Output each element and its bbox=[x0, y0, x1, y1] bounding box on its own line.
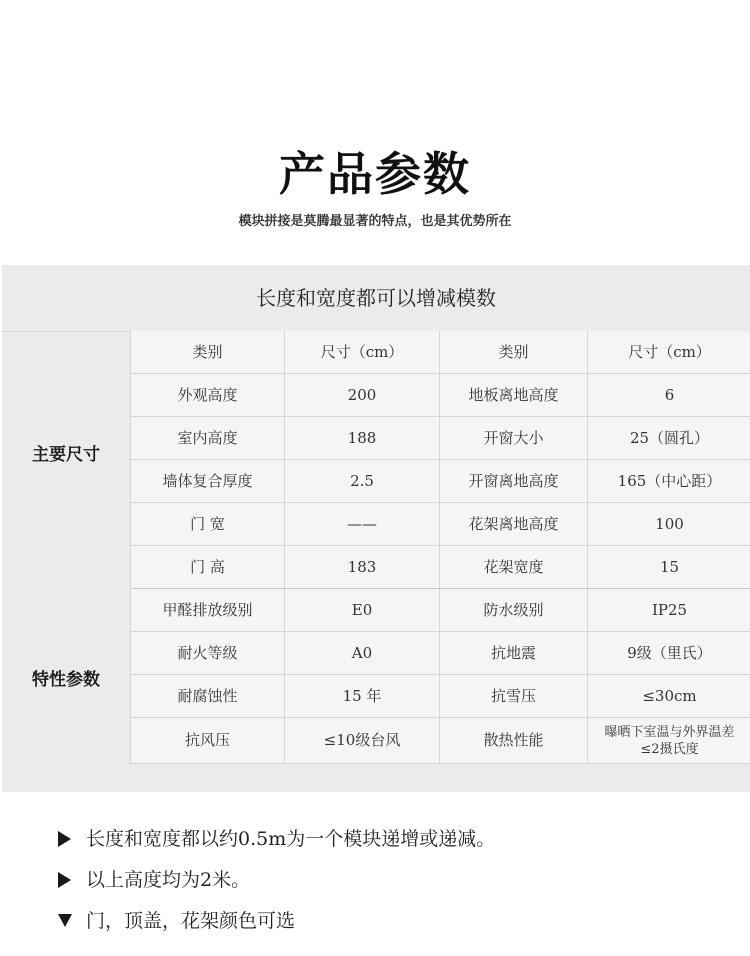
table-row bbox=[131, 460, 750, 503]
table-cell: 开窗大小 bbox=[440, 417, 588, 459]
table-cell: 甲醛排放级别 bbox=[131, 589, 285, 631]
table-cell: A0 bbox=[285, 632, 440, 674]
table-row bbox=[131, 546, 750, 589]
table-cell: 室内高度 bbox=[131, 417, 285, 459]
spec-table bbox=[2, 265, 750, 792]
page-subtitle: 模块拼接是莫腾最显著的特点，也是其优势所在 bbox=[238, 214, 512, 229]
table-cell: E0 bbox=[285, 589, 440, 631]
triangle-right-icon bbox=[58, 831, 71, 847]
table-row bbox=[131, 589, 750, 632]
column-header: 类别 bbox=[131, 331, 285, 373]
note-text: 长度和宽度都以约0.5m为一个模块递增或递减。 bbox=[86, 827, 496, 850]
table-cell: 门 高 bbox=[131, 546, 285, 588]
table-cell: 开窗离地高度 bbox=[440, 460, 588, 502]
column-header: 尺寸（cm） bbox=[628, 342, 711, 361]
table-column-headers bbox=[131, 331, 750, 374]
table-cell: 6 bbox=[664, 385, 675, 404]
table-cell: 散热性能 bbox=[440, 718, 588, 763]
table-cell: 200 bbox=[285, 374, 440, 416]
table-cell: ≤30cm bbox=[642, 686, 697, 705]
table-cell: 15 bbox=[659, 557, 680, 576]
table-cell: 耐腐蚀性 bbox=[131, 675, 285, 717]
table-header: 长度和宽度都可以增减模数 bbox=[2, 265, 750, 332]
notes-list bbox=[58, 818, 495, 941]
table-row bbox=[131, 718, 750, 764]
table-cell: 抗地震 bbox=[440, 632, 588, 674]
column-header: 尺寸（cm） bbox=[285, 331, 440, 373]
note-text: 门，顶盖，花架颜色可选 bbox=[86, 909, 296, 932]
table-cell: 25（圆孔） bbox=[629, 428, 710, 447]
table-row bbox=[131, 374, 750, 417]
spec-grid bbox=[130, 331, 750, 764]
triangle-down-icon bbox=[58, 914, 72, 927]
table-cell: 188 bbox=[285, 417, 440, 459]
triangle-right-icon bbox=[58, 872, 71, 888]
table-row bbox=[131, 503, 750, 546]
table-row bbox=[131, 417, 750, 460]
column-header: 类别 bbox=[440, 331, 588, 373]
list-item bbox=[58, 900, 495, 941]
table-cell: 墙体复合厚度 bbox=[131, 460, 285, 502]
table-cell: 183 bbox=[285, 546, 440, 588]
page-title: 产品参数 bbox=[279, 147, 471, 201]
table-cell: 15 年 bbox=[285, 675, 440, 717]
table-cell: 曝晒下室温与外界温差≤2摄氏度 bbox=[604, 724, 735, 757]
list-item bbox=[58, 818, 495, 859]
table-cell: 地板离地高度 bbox=[440, 374, 588, 416]
section-label-main-dimensions: 主要尺寸 bbox=[32, 445, 100, 465]
note-text: 以上高度均为2米。 bbox=[86, 868, 251, 891]
table-cell: 抗风压 bbox=[131, 718, 285, 763]
table-cell: 100 bbox=[655, 514, 684, 533]
table-cell: —— bbox=[285, 503, 440, 545]
table-cell: 2.5 bbox=[285, 460, 440, 502]
table-cell: 外观高度 bbox=[131, 374, 285, 416]
table-cell: 9级（里氏） bbox=[627, 643, 712, 662]
table-cell: 防水级别 bbox=[440, 589, 588, 631]
table-cell: 门 宽 bbox=[131, 503, 285, 545]
section-label-properties: 特性参数 bbox=[32, 670, 100, 690]
table-cell: ≤10级台风 bbox=[285, 718, 440, 763]
table-cell: IP25 bbox=[651, 600, 688, 619]
table-cell: 165（中心距） bbox=[617, 471, 722, 490]
table-row bbox=[131, 675, 750, 718]
table-cell: 花架离地高度 bbox=[440, 503, 588, 545]
table-row bbox=[131, 632, 750, 675]
table-cell: 花架宽度 bbox=[440, 546, 588, 588]
list-item bbox=[58, 859, 495, 900]
table-cell: 耐火等级 bbox=[131, 632, 285, 674]
table-cell: 抗雪压 bbox=[440, 675, 588, 717]
